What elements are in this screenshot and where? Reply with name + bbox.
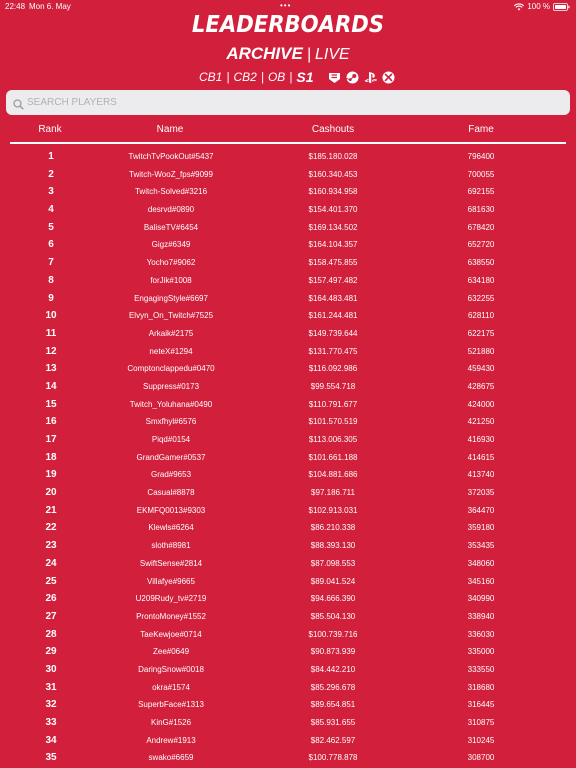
cashouts-cell: $94.666.390 — [310, 594, 356, 604]
fame-cell: 335000 — [467, 647, 495, 657]
player-name-cell: Twitch-WooZ_fps#9099 — [129, 169, 213, 179]
fame-cell: 622175 — [467, 328, 495, 338]
rank-cell: 22 — [45, 522, 57, 534]
player-name-cell: swako#6659 — [148, 753, 194, 763]
cashouts-cell: $99.554.718 — [310, 381, 356, 391]
table-row[interactable] — [0, 414, 576, 432]
rank-cell: 32 — [45, 699, 57, 711]
cashouts-cell: $97.186.711 — [311, 488, 355, 498]
season-cb1[interactable]: CB1 — [199, 70, 223, 84]
rank-cell: 19 — [45, 469, 57, 481]
cashouts-cell: $101.661.188 — [308, 452, 358, 462]
player-name-cell: neteX#1294 — [149, 346, 193, 356]
season-s1[interactable]: S1 — [296, 69, 314, 85]
table-row[interactable] — [0, 379, 576, 397]
fame-cell: 310245 — [467, 735, 495, 745]
cashouts-cell: $85.296.678 — [310, 682, 356, 692]
fame-cell: 700055 — [467, 169, 495, 179]
player-name-cell: TwitchTvPookOut#5437 — [128, 152, 214, 161]
table-row[interactable] — [0, 344, 576, 362]
rank-cell: 10 — [45, 310, 57, 322]
rank-cell: 1 — [48, 151, 54, 162]
rank-cell: 16 — [45, 416, 57, 428]
table-row[interactable] — [0, 220, 576, 238]
cashouts-cell: $90.873.939 — [310, 647, 356, 657]
rank-cell: 30 — [45, 663, 57, 675]
fame-cell: 348060 — [467, 558, 495, 568]
rank-cell: 4 — [48, 204, 54, 216]
rank-cell: 27 — [45, 610, 57, 622]
player-name-cell: sloth#8981 — [151, 541, 191, 551]
table-row[interactable] — [0, 609, 576, 627]
cashouts-cell: $160.934.958 — [308, 187, 358, 197]
table-row[interactable] — [0, 485, 576, 503]
table-row[interactable] — [0, 184, 576, 202]
player-name-cell: desrvd#0890 — [147, 205, 195, 215]
season-separator: | — [260, 70, 264, 84]
fame-cell: 308700 — [467, 753, 495, 763]
fame-cell: 364470 — [467, 505, 495, 515]
rank-cell: 6 — [48, 239, 54, 251]
table-row[interactable] — [0, 291, 576, 309]
rank-cell: 28 — [45, 628, 57, 640]
season-cb2[interactable]: CB2 — [233, 70, 257, 84]
fame-cell: 796400 — [467, 152, 495, 161]
rank-cell: 21 — [45, 504, 57, 516]
fame-cell: 638550 — [467, 258, 495, 268]
cashouts-cell: $164.483.481 — [308, 293, 358, 303]
season-selector — [199, 69, 395, 85]
status-time: 22:48 — [5, 2, 26, 11]
table-row[interactable] — [0, 644, 576, 662]
rank-cell: 35 — [45, 752, 57, 764]
fame-cell: 424000 — [467, 399, 495, 409]
cashouts-cell: $160.340.453 — [308, 169, 358, 179]
cashouts-cell: $158.475.855 — [308, 258, 358, 268]
cashouts-cell: $113.006.305 — [308, 435, 358, 444]
player-name-cell: Piqd#0154 — [151, 435, 191, 444]
cashouts-cell: $102.913.031 — [308, 505, 358, 515]
table-row[interactable] — [0, 308, 576, 326]
player-name-cell: forJik#1008 — [150, 275, 192, 285]
tab-separator: | — [306, 46, 311, 63]
rank-cell: 13 — [45, 363, 57, 375]
rank-cell: 24 — [45, 557, 57, 569]
player-name-cell: Villafye#9665 — [147, 576, 195, 586]
fame-cell: 421250 — [467, 417, 495, 427]
rank-cell: 17 — [45, 434, 57, 445]
cashouts-cell: $100.739.716 — [308, 629, 358, 639]
cashouts-cell: $169.134.502 — [308, 222, 358, 232]
rank-cell: 9 — [48, 292, 54, 304]
cashouts-cell: $131.770.475 — [308, 346, 358, 356]
player-name-cell: EKMFQ0013#9303 — [136, 505, 206, 515]
rank-cell: 18 — [45, 451, 57, 463]
search-bar[interactable] — [6, 90, 570, 115]
cashouts-cell: $104.881.686 — [308, 470, 358, 480]
table-row[interactable] — [0, 450, 576, 468]
fame-cell: 678420 — [467, 222, 495, 232]
table-row[interactable] — [0, 149, 576, 167]
search-icon — [13, 97, 24, 108]
cashouts-cell: $82.462.597 — [310, 735, 356, 745]
table-row[interactable] — [0, 680, 576, 698]
cashouts-cell: $116.092.986 — [308, 364, 358, 374]
header-divider — [10, 142, 566, 144]
season-separator: | — [289, 70, 293, 84]
rank-cell: 8 — [48, 274, 54, 286]
player-name-cell: Smxfhyl#6576 — [145, 417, 197, 427]
platform-filter — [328, 71, 395, 84]
player-name-cell: Arkaik#2175 — [148, 328, 194, 338]
table-row[interactable] — [0, 627, 576, 645]
table-row[interactable] — [0, 326, 576, 344]
player-name-cell: BaliseTV#6454 — [143, 222, 199, 232]
fame-cell: 359180 — [467, 523, 495, 533]
player-name-cell: GrandGamer#0537 — [136, 452, 206, 462]
cashouts-cell: $85.504.130 — [310, 611, 356, 621]
player-name-cell: Twitch_Yoluhana#0490 — [129, 399, 213, 409]
cashouts-cell: $154.401.370 — [308, 205, 358, 215]
rank-cell: 15 — [45, 398, 57, 410]
fame-cell: 681630 — [467, 205, 495, 215]
table-row[interactable] — [0, 591, 576, 609]
search-input[interactable] — [27, 97, 547, 108]
fame-cell: 413740 — [467, 470, 495, 480]
cashouts-cell: $110.791.677 — [308, 399, 358, 409]
fame-cell: 652720 — [467, 240, 495, 250]
cashouts-cell: $164.104.357 — [308, 240, 358, 250]
table-row[interactable] — [0, 397, 576, 415]
battery-icon — [553, 3, 570, 11]
steam-icon[interactable] — [346, 71, 359, 84]
fame-cell: 318680 — [467, 682, 495, 692]
player-name-cell: Gigz#6349 — [151, 240, 191, 250]
cashouts-cell: $185.180.028 — [308, 152, 358, 161]
rank-cell: 11 — [45, 327, 57, 339]
player-name-cell: Suppress#0173 — [142, 381, 200, 391]
column-header-rank: Rank — [38, 124, 62, 135]
fame-cell: 345160 — [467, 576, 495, 586]
table-row[interactable] — [0, 538, 576, 556]
rank-cell: 29 — [45, 646, 57, 658]
page-title: LEADERBOARDS — [191, 12, 385, 38]
player-name-cell: Twitch-Solved#3216 — [134, 187, 208, 197]
player-name-cell: Grad#9653 — [150, 470, 192, 480]
rank-cell: 31 — [45, 681, 57, 693]
table-row[interactable] — [0, 432, 576, 450]
table-row[interactable] — [0, 237, 576, 255]
tab-live[interactable]: LIVE — [314, 46, 350, 63]
rank-cell: 34 — [45, 734, 57, 746]
player-name-cell: Yocho7#9062 — [146, 258, 196, 268]
fame-cell: 428675 — [467, 381, 495, 391]
cashouts-cell: $86.210.338 — [310, 523, 356, 533]
player-name-cell: okra#1574 — [152, 682, 190, 692]
cashouts-cell: $88.393.130 — [310, 541, 356, 551]
fame-cell: 336030 — [467, 629, 495, 639]
mode-tabs — [0, 44, 576, 64]
fame-cell: 353435 — [467, 541, 495, 551]
table-row[interactable] — [0, 167, 576, 185]
season-separator: | — [226, 70, 230, 84]
table-row[interactable] — [0, 361, 576, 379]
table-row[interactable] — [0, 556, 576, 574]
fame-cell: 333550 — [467, 664, 495, 674]
table-row[interactable] — [0, 697, 576, 715]
player-name-cell: Casual#8878 — [147, 488, 195, 498]
rank-cell: 26 — [45, 593, 57, 605]
table-row[interactable] — [0, 662, 576, 680]
cashouts-cell: $89.654.851 — [310, 700, 356, 710]
player-name-cell: SuperbFace#1313 — [138, 700, 204, 710]
fame-cell: 310875 — [467, 718, 495, 727]
player-name-cell: Zee#0649 — [152, 647, 190, 657]
player-name-cell: SwiftSense#2814 — [139, 558, 203, 568]
season-ob[interactable]: OB — [267, 70, 286, 84]
player-name-cell: DaringSnow#0018 — [138, 664, 204, 674]
rank-cell: 20 — [45, 487, 57, 499]
fame-cell: 521880 — [467, 346, 495, 356]
fame-cell: 316445 — [467, 700, 495, 710]
wifi-icon — [514, 3, 524, 11]
rank-cell: 5 — [48, 221, 54, 233]
fame-cell: 692155 — [467, 187, 495, 197]
player-name-cell: Comptonclappedu#0470 — [127, 364, 215, 374]
fame-cell: 372035 — [467, 488, 495, 498]
table-row[interactable] — [0, 750, 576, 768]
cashouts-cell: $87.098.553 — [310, 558, 356, 568]
table-row[interactable] — [0, 733, 576, 751]
fame-cell: 459430 — [467, 364, 495, 374]
rank-cell: 12 — [45, 345, 57, 357]
player-name-cell: Klewls#6264 — [148, 523, 194, 533]
rank-cell: 33 — [45, 717, 57, 728]
table-row[interactable] — [0, 715, 576, 733]
table-row[interactable] — [0, 520, 576, 538]
column-header-cashouts: Cashouts — [311, 124, 355, 135]
rank-cell: 25 — [45, 575, 57, 587]
table-row[interactable] — [0, 255, 576, 273]
player-name-cell: Elvyn_On_Twitch#7525 — [128, 311, 214, 321]
fame-cell: 632255 — [467, 293, 495, 303]
multitasking-dots[interactable]: ••• — [280, 1, 292, 10]
fame-cell: 628110 — [467, 311, 495, 321]
player-name-cell: TaeKewjoe#0714 — [140, 629, 202, 639]
fame-cell: 416930 — [467, 435, 495, 444]
playstation-icon[interactable] — [364, 71, 377, 84]
epic-icon[interactable] — [328, 71, 341, 84]
fame-cell: 634180 — [467, 275, 495, 285]
rank-cell: 2 — [48, 168, 54, 180]
fame-cell: 338940 — [467, 611, 495, 621]
rank-cell: 14 — [45, 380, 57, 392]
fame-cell: 340990 — [467, 594, 495, 604]
player-name-cell: KinG#1526 — [150, 718, 192, 727]
battery-percent: 100 % — [527, 2, 550, 11]
table-header — [10, 121, 566, 143]
player-name-cell: Andrew#1913 — [146, 735, 196, 745]
tab-archive[interactable]: ARCHIVE — [226, 44, 303, 63]
column-header-fame: Fame — [468, 124, 494, 135]
cashouts-cell: $149.739.644 — [308, 328, 358, 338]
table-row[interactable] — [0, 503, 576, 521]
table-row[interactable] — [0, 574, 576, 592]
cashouts-cell: $157.497.482 — [308, 275, 358, 285]
player-name-cell: ProntoMoney#1552 — [136, 611, 206, 621]
table-row[interactable] — [0, 273, 576, 291]
rank-cell: 7 — [48, 257, 54, 269]
cashouts-cell: $100.778.878 — [308, 753, 358, 763]
cashouts-cell: $85.931.655 — [310, 718, 356, 727]
cashouts-cell: $101.570.519 — [308, 417, 358, 427]
rank-cell: 3 — [48, 186, 54, 198]
player-name-cell: EngagingStyle#6697 — [134, 293, 208, 303]
fame-cell: 414615 — [467, 452, 495, 462]
cashouts-cell: $89.041.524 — [310, 576, 356, 586]
xbox-icon[interactable] — [382, 71, 395, 84]
table-row[interactable] — [0, 467, 576, 485]
cashouts-cell: $84.442.210 — [310, 664, 356, 674]
rank-cell: 23 — [45, 540, 57, 552]
leaderboard-list — [0, 149, 576, 768]
column-header-name: Name — [156, 124, 184, 135]
table-row[interactable] — [0, 202, 576, 220]
status-date: Mon 6. May — [29, 2, 71, 11]
cashouts-cell: $161.244.481 — [308, 311, 358, 321]
player-name-cell: U209Rudy_tv#2719 — [135, 594, 207, 604]
